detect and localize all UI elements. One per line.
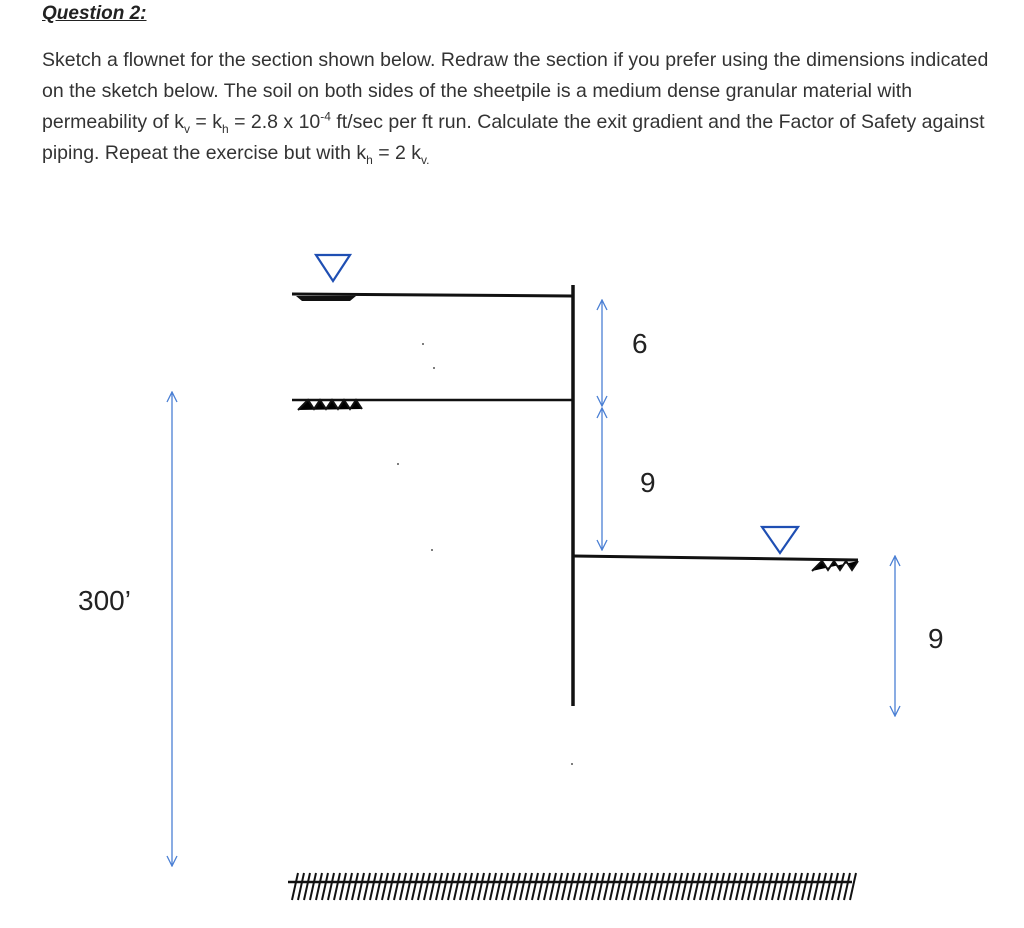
hatch-mark [490, 873, 496, 900]
dim-label-total-depth: 300’ [78, 585, 131, 616]
dim-label-sheetpile-upper: 9 [640, 467, 656, 498]
dim-label-upstream-water: 6 [632, 328, 648, 359]
hatch-mark [634, 873, 640, 900]
hatch-mark [838, 873, 844, 900]
downstream-ground-line [574, 556, 858, 560]
hatch-mark [358, 873, 364, 900]
hatch-mark [850, 873, 856, 900]
hatch-mark [802, 873, 808, 900]
hatch-mark [466, 873, 472, 900]
hatch-mark [508, 873, 514, 900]
hatch-mark [478, 873, 484, 900]
hatch-mark [724, 873, 730, 900]
hatch-mark [340, 873, 346, 900]
hatch-mark [388, 873, 394, 900]
upstream-ground-hatch [298, 400, 362, 410]
hatch-mark [706, 873, 712, 900]
hatch-mark [700, 873, 706, 900]
hatch-mark [484, 873, 490, 900]
hatch-mark [322, 873, 328, 900]
downstream-ground-hatch [812, 561, 858, 571]
hatch-mark [406, 873, 412, 900]
hatch-mark [772, 873, 778, 900]
hatch-mark [304, 873, 310, 900]
question-heading: Question 2: [42, 3, 147, 24]
impermeable-base-hatch [292, 873, 856, 900]
hatch-mark [412, 873, 418, 900]
hatch-mark [670, 873, 676, 900]
hatch-mark [472, 873, 478, 900]
hatch-mark [514, 873, 520, 900]
hatch-mark [784, 873, 790, 900]
hatch-mark [712, 873, 718, 900]
hatch-mark [538, 873, 544, 900]
hatch-mark [604, 873, 610, 900]
upstream-water-line [292, 294, 572, 296]
hatch-mark [520, 873, 526, 900]
hatch-mark [298, 873, 304, 900]
hatch-mark [718, 873, 724, 900]
hatch-mark [736, 873, 742, 900]
hatch-mark [688, 873, 694, 900]
hatch-mark [496, 873, 502, 900]
hatch-mark [292, 873, 298, 900]
hatch-mark [430, 873, 436, 900]
hatch-mark [436, 873, 442, 900]
hatch-mark [820, 873, 826, 900]
hatch-mark [400, 873, 406, 900]
hatch-mark [334, 873, 340, 900]
upstream-water-hatch [296, 296, 356, 301]
hatch-mark [544, 873, 550, 900]
hatch-mark [418, 873, 424, 900]
hatch-mark [628, 873, 634, 900]
hatch-mark [742, 873, 748, 900]
upstream-water-symbol [316, 255, 350, 281]
hatch-mark [448, 873, 454, 900]
hatch-mark [394, 873, 400, 900]
hatch-mark [526, 873, 532, 900]
hatch-mark [808, 873, 814, 900]
hatch-mark [424, 873, 430, 900]
hatch-mark [502, 873, 508, 900]
hatch-mark [730, 873, 736, 900]
hatch-mark [328, 873, 334, 900]
hatch-mark [778, 873, 784, 900]
hatch-mark [610, 873, 616, 900]
hatch-mark [826, 873, 832, 900]
hatch-mark [382, 873, 388, 900]
hatch-mark [766, 873, 772, 900]
hatch-mark [556, 873, 562, 900]
hatch-mark [694, 873, 700, 900]
hatch-mark [562, 873, 568, 900]
hatch-mark [640, 873, 646, 900]
hatch-mark [352, 873, 358, 900]
dim-label-downstream-embed: 9 [928, 623, 944, 654]
hatch-mark [460, 873, 466, 900]
hatch-mark [844, 873, 850, 900]
hatch-mark [664, 873, 670, 900]
hatch-mark [658, 873, 664, 900]
hatch-mark [586, 873, 592, 900]
hatch-mark [592, 873, 598, 900]
hatch-mark [682, 873, 688, 900]
hatch-mark [568, 873, 574, 900]
hatch-mark [598, 873, 604, 900]
hatch-mark [316, 873, 322, 900]
hatch-mark [814, 873, 820, 900]
hatch-mark [646, 873, 652, 900]
hatch-mark [310, 873, 316, 900]
hatch-mark [832, 873, 838, 900]
hatch-mark [796, 873, 802, 900]
downstream-water-symbol [762, 527, 798, 553]
hatch-mark [622, 873, 628, 900]
hatch-mark [346, 873, 352, 900]
hatch-mark [580, 873, 586, 900]
hatch-mark [370, 873, 376, 900]
hatch-mark [754, 873, 760, 900]
hatch-mark [454, 873, 460, 900]
hatch-mark [652, 873, 658, 900]
hatch-mark [364, 873, 370, 900]
hatch-mark [574, 873, 580, 900]
question-text: Sketch a flownet for the section shown below. Redraw the section if you prefer using the dimensions indicated on the sketch below. The soil on both sides of the sheetpile is a medium dense granular material with permeability of $k_v = k_h = 2.8$ x $10^{-4}$ ft/sec per ft run. Calculate the exit gradient and the Factor of Safety against piping. Repeat the exercise but with $k_h = 2$ $k_{v.}$ [42, 49, 989, 167]
hatch-mark [550, 873, 556, 900]
hatch-mark [748, 873, 754, 900]
scan-specks [397, 343, 573, 765]
hatch-mark [676, 873, 682, 900]
hatch-mark [442, 873, 448, 900]
hatch-mark [616, 873, 622, 900]
hatch-mark [790, 873, 796, 900]
hatch-mark [760, 873, 766, 900]
hatch-mark [376, 873, 382, 900]
hatch-mark [532, 873, 538, 900]
